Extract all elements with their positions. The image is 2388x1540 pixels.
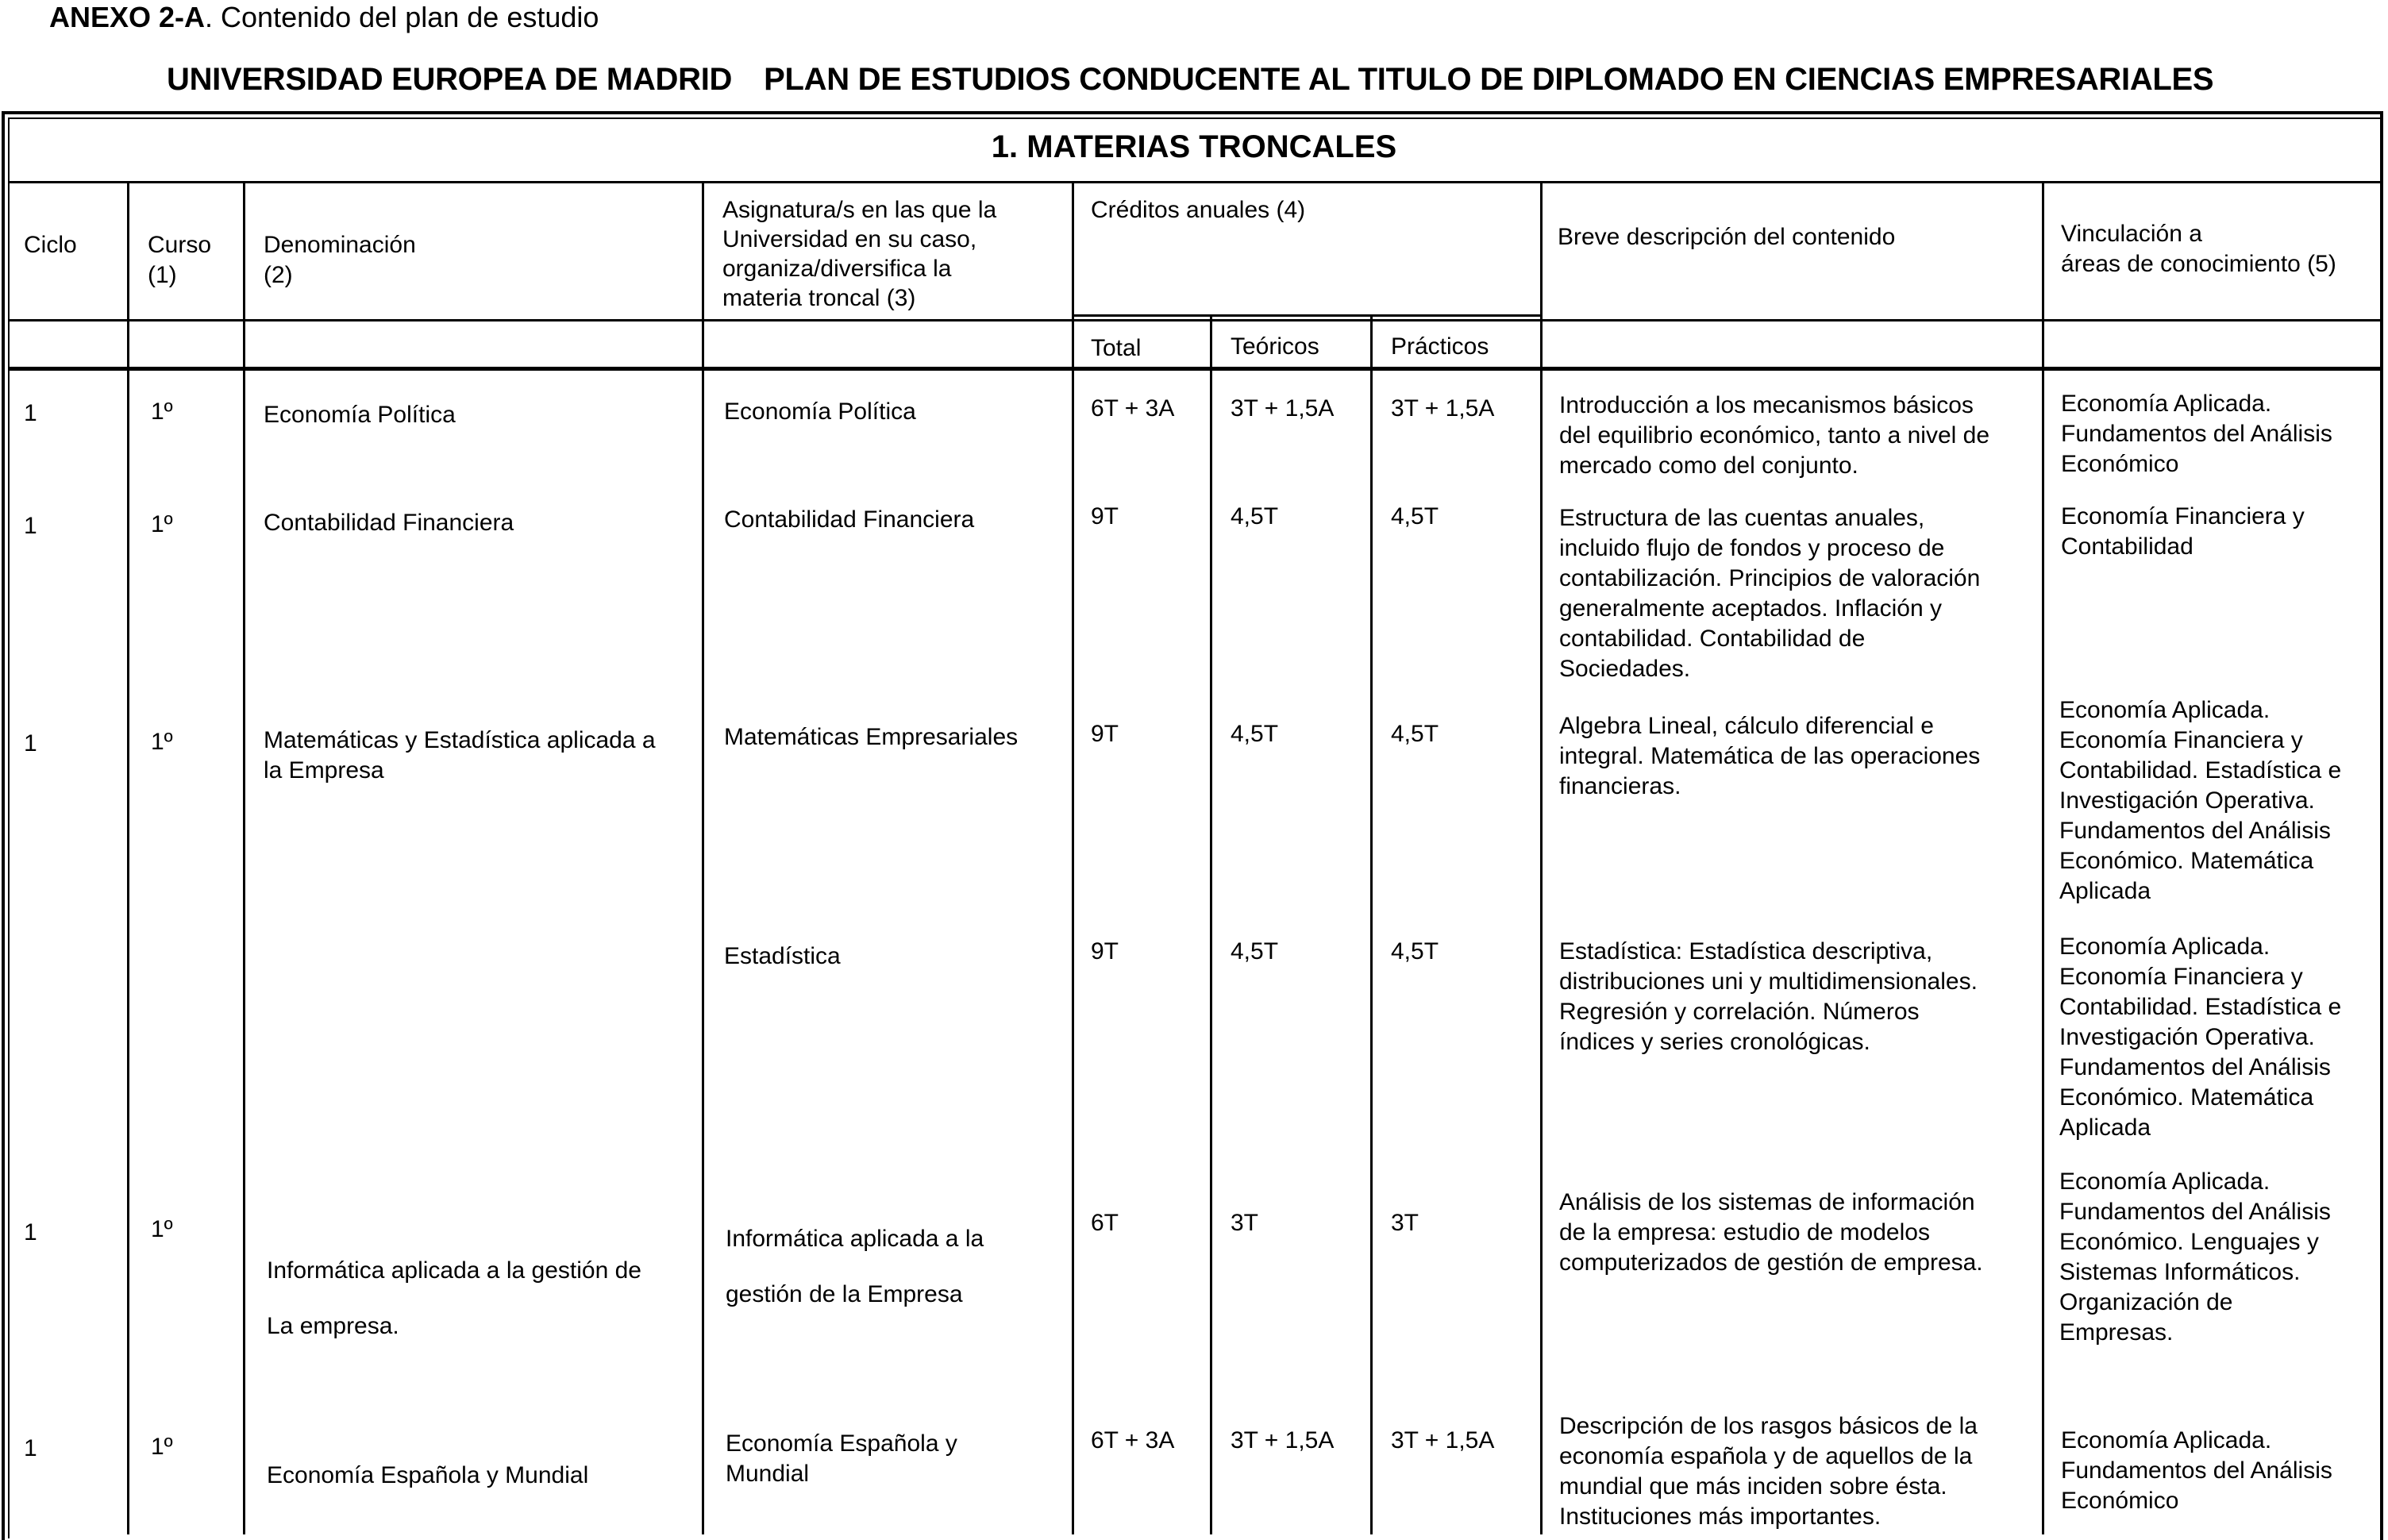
annex-text: . Contenido del plan de estudio [205, 1, 599, 33]
header-denominacion: Denominación (2) [264, 232, 416, 288]
cell-curso: 1º [151, 1216, 173, 1242]
cell-ciclo: 1 [24, 730, 37, 757]
column-divider [2042, 181, 2044, 1534]
cell-asignatura: Contabilidad Financiera [724, 506, 975, 533]
cell-descripcion: Estadística: Estadística descriptiva, distribuciones uni y multidimensionales. Regresión y correlación. Números índices y series cronológicas. [1559, 938, 1978, 1055]
column-divider [1072, 181, 1074, 1534]
column-divider [1210, 314, 1212, 1534]
cell-total: 6T + 3A [1091, 395, 1175, 422]
cell-descripcion: Descripción de los rasgos básicos de la economía española y de aquellos de la mundial que más inciden sobre ésta. Instituciones más importantes. [1559, 1413, 1978, 1530]
column-divider [243, 181, 245, 1534]
cell-curso: 1º [151, 511, 173, 537]
cell-ciclo: 1 [24, 400, 37, 426]
header-creditos: Créditos anuales (4) [1091, 197, 1306, 223]
header-ciclo: Ciclo [24, 232, 77, 258]
cell-vinculacion: Economía Financiera y Contabilidad [2061, 503, 2305, 560]
column-divider [127, 181, 129, 1534]
cell-descripcion: Análisis de los sistemas de información de la empresa: estudio de modelos computerizados de gestión de empresa. [1559, 1189, 1983, 1276]
header-vinculacion: Vinculación a áreas de conocimiento (5) [2061, 221, 2336, 277]
cell-teoricos: 4,5T [1231, 721, 1279, 747]
cell-denominacion: Contabilidad Financiera [264, 510, 514, 536]
cell-ciclo: 1 [24, 1435, 37, 1461]
cell-practicos: 3T [1391, 1210, 1419, 1236]
annex-label: ANEXO 2-A [49, 1, 206, 33]
cell-practicos: 4,5T [1391, 503, 1439, 529]
header-teoricos: Teóricos [1231, 333, 1319, 360]
cell-vinculacion: Economía Aplicada. Economía Financiera y Contabilidad. Estadística e Investigación Operativa. Fundamentos del Análisis Económico. Matemática Aplicada [2059, 697, 2342, 904]
cell-denominacion: Economía Española y Mundial [267, 1462, 589, 1488]
header-curso: Curso (1) [148, 232, 212, 288]
cell-asignatura: Economía Política [724, 398, 916, 425]
column-divider [1540, 181, 1543, 1534]
cell-asignatura: Economía Española y Mundial [726, 1430, 957, 1487]
cell-practicos: 3T + 1,5A [1391, 395, 1495, 422]
cell-descripcion: Estructura de las cuentas anuales, incluido flujo de fondos y proceso de contabilización. Principios de valoración generalmente aceptados. Inflación y contabilidad. Contabilidad de Sociedades. [1559, 505, 1981, 682]
cell-asignatura: Estadística [724, 943, 841, 969]
section-title: 1. MATERIAS TRONCALES [991, 129, 1397, 164]
cell-ciclo: 1 [24, 1219, 37, 1245]
cell-asignatura: Informática aplicada a la gestión de la Empresa [726, 1226, 984, 1307]
cell-vinculacion: Economía Aplicada. Fundamentos del Análisis Económico. Lenguajes y Sistemas Informáticos. Organización de Empresas. [2059, 1168, 2331, 1346]
cell-teoricos: 3T [1231, 1210, 1259, 1236]
cell-ciclo: 1 [24, 513, 37, 539]
cell-curso: 1º [151, 1434, 173, 1460]
cell-curso: 1º [151, 729, 173, 755]
annex-heading [49, 0, 599, 35]
cell-vinculacion: Economía Aplicada. Fundamentos del Análisis Económico [2061, 1427, 2332, 1514]
cell-total: 6T + 3A [1091, 1427, 1175, 1453]
document-title [167, 60, 2213, 98]
divider [8, 181, 2382, 183]
header-practicos: Prácticos [1391, 333, 1489, 360]
cell-teoricos: 4,5T [1231, 938, 1279, 964]
header-total: Total [1091, 335, 1142, 361]
header-descripcion: Breve descripción del contenido [1558, 224, 1896, 250]
plan-title: PLAN DE ESTUDIOS CONDUCENTE AL TITULO DE DIPLOMADO EN CIENCIAS EMPRESARIALES [764, 62, 2214, 97]
cell-total: 6T [1091, 1210, 1119, 1236]
cell-total: 9T [1091, 938, 1119, 964]
cell-denominacion: Economía Política [264, 402, 456, 428]
divider [1072, 314, 1540, 317]
cell-denominacion: Matemáticas y Estadística aplicada a la Empresa [264, 727, 656, 783]
cell-practicos: 3T + 1,5A [1391, 1427, 1495, 1453]
cell-total: 9T [1091, 503, 1119, 529]
cell-denominacion: Informática aplicada a la gestión de La empresa. [267, 1257, 641, 1339]
university-name: UNIVERSIDAD EUROPEA DE MADRID [167, 62, 733, 97]
cell-asignatura: Matemáticas Empresariales [724, 724, 1019, 750]
column-divider [702, 181, 704, 1534]
divider [8, 367, 2382, 371]
cell-total: 9T [1091, 721, 1119, 747]
cell-descripcion: Algebra Lineal, cálculo diferencial e integral. Matemática de las operaciones financieras. [1559, 713, 1981, 799]
cell-descripcion: Introducción a los mecanismos básicos del equilibrio económico, tanto a nivel de mercado como del conjunto. [1559, 392, 1990, 479]
cell-teoricos: 3T + 1,5A [1231, 1427, 1335, 1453]
cell-curso: 1º [151, 398, 173, 425]
cell-practicos: 4,5T [1391, 938, 1439, 964]
header-asignatura: Asignatura/s en las que la Universidad en su caso, organiza/diversifica la materia troncal (3) [722, 197, 997, 311]
divider [8, 319, 2382, 321]
cell-vinculacion: Economía Aplicada. Fundamentos del Análisis Económico [2061, 391, 2332, 477]
cell-practicos: 4,5T [1391, 721, 1439, 747]
cell-vinculacion: Economía Aplicada. Economía Financiera y Contabilidad. Estadística e Investigación Operativa. Fundamentos del Análisis Económico. Matemática Aplicada [2059, 934, 2342, 1141]
cell-teoricos: 3T + 1,5A [1231, 395, 1335, 422]
cell-teoricos: 4,5T [1231, 503, 1279, 529]
column-divider [1370, 314, 1373, 1534]
